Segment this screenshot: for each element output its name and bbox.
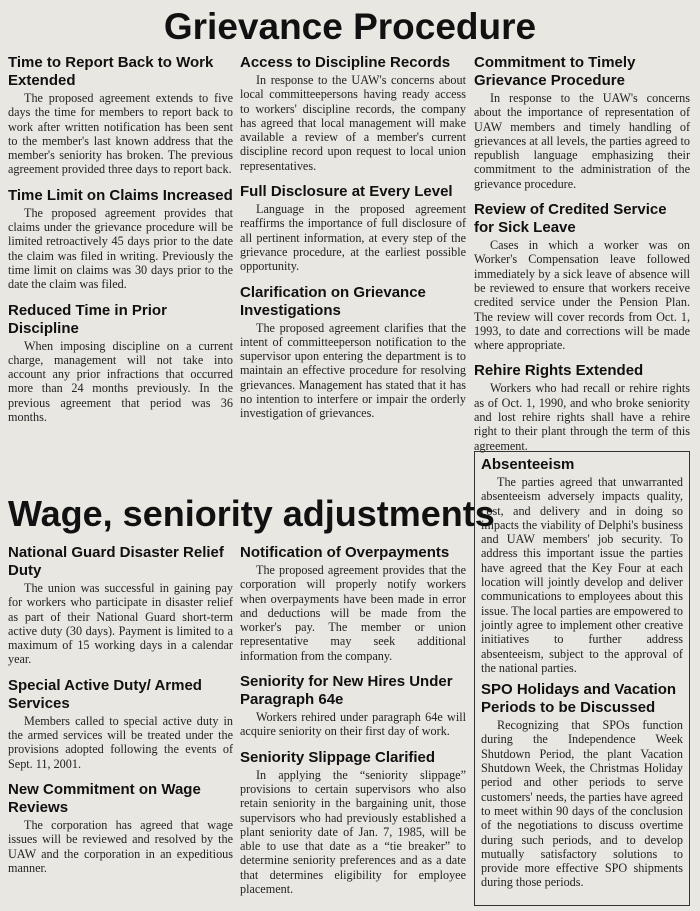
article-review-credited: [474, 201, 690, 352]
article-full-disclosure: [240, 183, 466, 273]
section-title: Wage, seniority adjustments: [8, 493, 495, 534]
page-title: Grievance Procedure: [163, 6, 537, 47]
article-text: The proposed agreement extends to five days the time for members to report back to work after written notification has been sent to the member's last known address that the member's seniority has broken. The previous agreement provided three days to report back.: [8, 91, 233, 177]
article-heading: National Guard Disaster Relief Duty: [8, 544, 224, 579]
article-reduced-time: [8, 302, 233, 425]
article-heading: SPO Holidays and Vacation Periods to be Discussed: [481, 681, 677, 717]
article-heading: New Commitment on Wage Reviews: [8, 780, 201, 816]
article-heading: Absenteeism: [481, 456, 575, 473]
middle-column-lower: [240, 544, 466, 906]
article-wage-reviews: [8, 781, 233, 875]
article-time-limit: [8, 187, 233, 292]
article-text: The proposed agreement provides that the corporation will properly notify workers when overpayments have been made in error and deductions will be made from the worker's pay. The member or union representative may seek additional information from the company.: [240, 563, 466, 663]
left-column-upper: [8, 54, 233, 434]
article-heading: Review of Credited Service for Sick Leave: [474, 201, 667, 237]
article-overpayments: [240, 544, 466, 663]
article-spo-holidays: [481, 681, 683, 890]
article-text: Language in the proposed agreement reaffirms the importance of full disclosure of all pertinent information, at every step of the grievance procedure, at the earliest possible opportunity.: [240, 202, 466, 274]
article-text: In response to the UAW's concerns about the importance of representation of UAW members and timely handling of grievances at all levels, the parties agreed to republish language emphasizing their commitment to the administration of the grievance procedure.: [474, 91, 690, 191]
article-heading: Clarification on Grievance Investigations: [240, 283, 426, 319]
left-column-lower: [8, 544, 233, 885]
article-heading: Rehire Rights Extended: [474, 362, 644, 380]
article-access-discipline: [240, 54, 466, 173]
article-heading: Access to Discipline Records: [240, 54, 451, 71]
article-rehire-rights: [474, 362, 690, 452]
article-time-to-report: [8, 54, 233, 177]
article-text: The proposed agreement provides that claims under the grievance procedure will be limited retroactively 45 days prior to the date the claim was filed in writing. Previously the time limit on claims was 30 days prior to the date the claim was filed.: [8, 205, 233, 292]
middle-column-upper: [240, 54, 466, 431]
article-heading: Reduced Time in Prior Discipline: [8, 301, 167, 337]
sidebar-box: [474, 451, 690, 906]
article-text: The corporation has agreed that wage issues will be reviewed and resolved by the UAW and the corporation in an expeditious manner.: [8, 817, 233, 875]
article-heading: Full Disclosure at Every Level: [240, 183, 453, 201]
article-absenteeism: [481, 456, 683, 675]
article-special-active: [8, 677, 233, 771]
article-text: In response to the UAW's concerns about local committeepersons having ready access to workers' discipline records, the company has agreed that local management will make available a review of a member's current discipline record upon request to local union representatives.: [240, 73, 466, 173]
article-text: Cases in which a worker was on Worker's Compensation leave followed immediately by a sick leave of absence will be reviewed to ensure that workers receive credited service under the Pension Plan. The review will cover records from Oct. 1, 1993, to date and corrections will be made where appropriate.: [474, 238, 690, 353]
right-column-upper: [474, 54, 690, 463]
article-text: Workers rehired under paragraph 64e will acquire seniority on their first day of work.: [240, 710, 466, 739]
article-text: In applying the “seniority slippage” provisions to certain supervisors who also retain seniority in the bargaining unit, those supervisors who had previously established a plant seniority date of Jan. 7, 1985, will be able to use that date as a “tie breaker” to determine seniority preferences and as a date that determines eligibility for employee placement.: [240, 767, 466, 897]
article-commitment-timely: [474, 54, 690, 191]
article-text: The proposed agreement clarifies that the intent of committeeperson notification to the supervisor upon entering the department is to maintain an effective procedure for resolving grievances. Management has stated that it has no intention to interfere or impair the orderly investigation of grievances.: [240, 320, 466, 421]
article-heading: Special Active Duty/ Armed Services: [8, 676, 202, 712]
article-text: Workers who had recall or rehire rights as of Oct. 1, 1990, and who broke seniority and lost rehire rights shall have a rehire right to their plant through the term of this agreement.: [474, 381, 690, 453]
article-heading: Seniority Slippage Clarified: [240, 748, 436, 766]
article-heading: Seniority for New Hires Under Paragraph 64e: [240, 673, 453, 709]
article-heading: Notification of Overpayments: [240, 544, 450, 561]
article-text: The parties agreed that unwarranted absenteeism adversely impacts quality, cost, and delivery and in doing so impacts the viability of Delphi's business and UAW members' job security. To address this important issue the parties have agreed that the Key Four at each location will jointly develop and deliver communications to employees about this issue. The local parties are empowered to jointly agree to implement other creative initiatives to further address absenteeism, subject to the approval of the national parties.: [481, 475, 683, 675]
article-text: Members called to special active duty in the armed services will be treated under the provisions adopted following the events of Sept. 11, 2001.: [8, 713, 233, 771]
article-heading: Time to Report Back to Work Extended: [8, 54, 214, 89]
article-new-hires: [240, 673, 466, 739]
article-heading: Time Limit on Claims Increased: [8, 186, 233, 204]
article-heading: Commitment to Timely Grievance Procedure: [474, 54, 636, 89]
article-slippage: [240, 749, 466, 897]
article-clarification: [240, 284, 466, 421]
article-text: When imposing discipline on a current charge, management will not take into account any prior infractions that occurred more than 24 months previously. In the previous agreement that period was 36 months.: [8, 338, 233, 425]
article-national-guard: [8, 544, 233, 667]
article-text: Recognizing that SPOs function during the Independence Week Shutdown Period, the plant Vacation Shutdown Week, the Christmas Holiday period and other periods to serve customers' needs, the parties have agreed to meet within 90 days of the conclusion of the negotiations to discuss overtime during such periods, and to develop mutually satisfactory solutions to provide more effective SPO shipments during those periods.: [481, 718, 683, 890]
article-text: The union was successful in gaining pay for workers who participate in disaster relief as part of their National Guard short-term active duty (30 days). Payment is limited to a maximum of 15 working days in a calendar year.: [8, 581, 233, 667]
